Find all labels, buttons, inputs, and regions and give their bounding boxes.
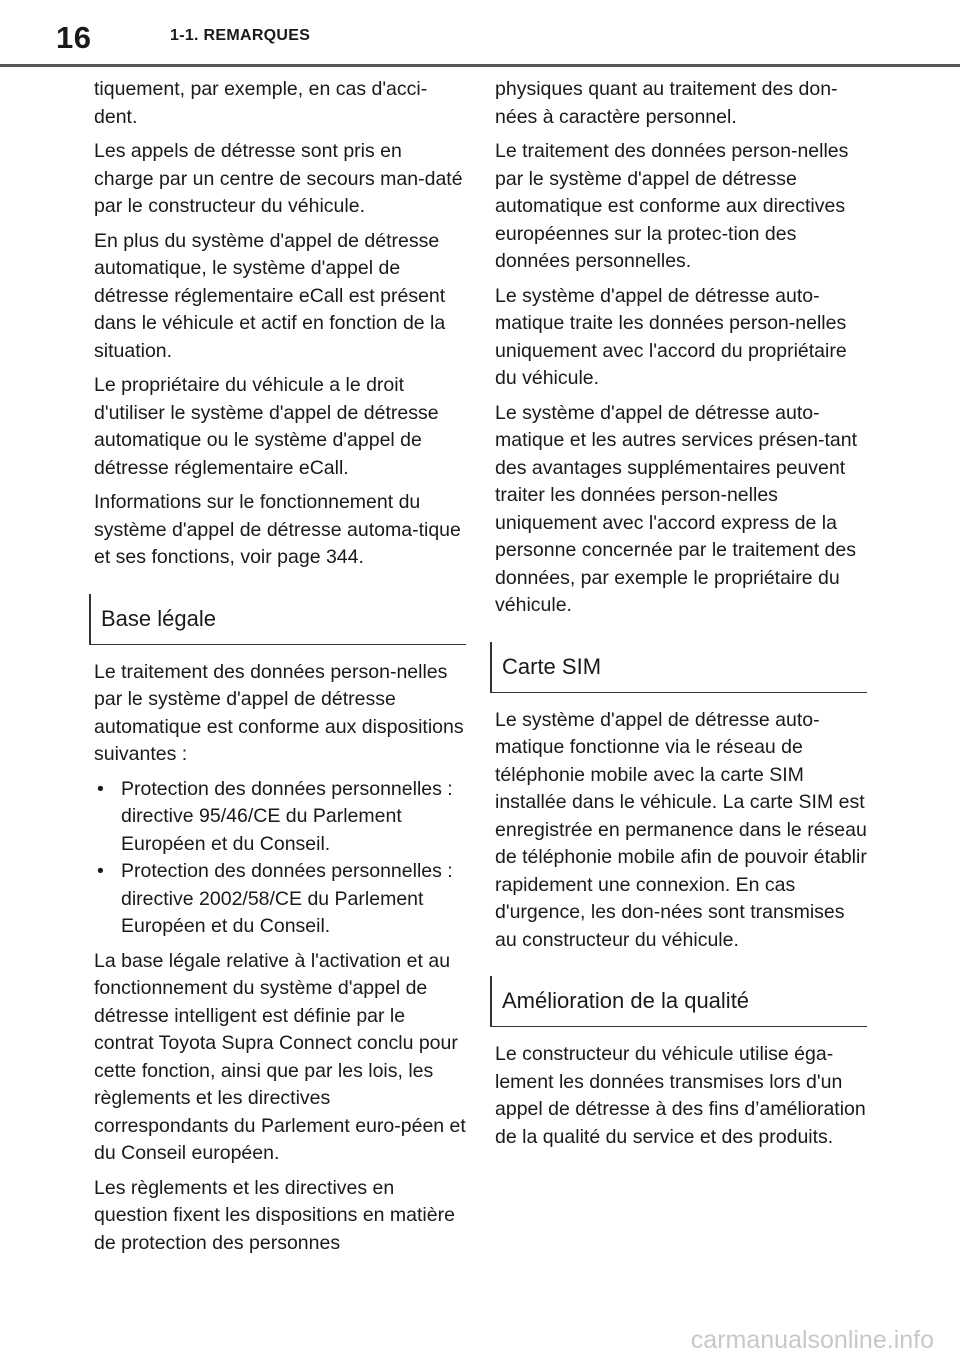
paragraph: Le traitement des données person-nelles par le système d'appel de détresse automatique est conforme aux directives européennes sur la protec-tion des données personnelles.: [495, 140, 849, 272]
list-item: [94, 858, 466, 941]
bullet-icon: •: [97, 777, 104, 800]
paragraph: Le système d'appel de détresse auto-matique et les autres services présen-tant des avantages supplémentaires peuvent traiter les données person-nelles uniquement avec l'accord express de la personne concernée par le traitement des données, par exemple le propriétaire du véhicule.: [495, 401, 858, 616]
paragraph: Les règlements et les directives en question fixent les dispositions en matière de protection des personnes: [94, 1176, 455, 1254]
heading-carte-sim: Carte SIM: [490, 642, 867, 693]
list-item-text: Protection des données personnelles : directive 2002/58/CE du Parlement Européen et du Conseil.: [121, 860, 453, 937]
paragraph: physiques quant au traitement des don-nées à caractère personnel.: [495, 78, 838, 128]
paragraph: Le système d'appel de détresse auto-matique traite les données person-nelles uniquement avec l'accord du propriétaire du véhicule.: [495, 284, 847, 389]
paragraph: La base légale relative à l'activation et au fonctionnement du système d'appel de détresse intelligent est définie par le contrat Toyota Supra Connect conclu pour cette fonction, ainsi que par les lois, les règlements et les directives correspondants du Parlement euro-péen et du Conseil européen.: [94, 949, 466, 1164]
heading-amelioration-qualite: Amélioration de la qualité: [490, 976, 867, 1027]
list-item-text: Protection des données personnelles : directive 95/46/CE du Parlement Européen et du Conseil.: [121, 777, 453, 855]
bullet-list: [94, 776, 466, 941]
paragraph: Les appels de détresse sont pris en charge par un centre de secours man-daté par le constructeur du véhicule.: [94, 140, 463, 217]
watermark: carmanualsonline.info: [690, 1326, 934, 1354]
paragraph: tiquement, par exemple, en cas d'acci-dent.: [94, 78, 428, 128]
paragraph: Le constructeur du véhicule utilise éga-lement les données transmises lors d'un appel de détresse à des fins d’amélioration de la qualité du service et des produits.: [495, 1043, 866, 1148]
right-column: [495, 76, 867, 1158]
header-rule: [0, 64, 960, 67]
paragraph: Le traitement des données person-nelles par le système d'appel de détresse automatique est conforme aux dispositions suivantes :: [94, 660, 464, 765]
left-column: [94, 76, 466, 1264]
page-number: 16: [56, 20, 92, 55]
paragraph: Informations sur le fonctionnement du système d'appel de détresse automa-tique et ses fonctions, voir page 344.: [94, 491, 461, 568]
bullet-icon: •: [97, 860, 104, 882]
section-title: 1-1. REMARQUES: [170, 27, 311, 44]
heading-base-legale: Base légale: [89, 594, 466, 645]
list-item: [94, 776, 466, 859]
paragraph: En plus du système d'appel de détresse automatique, le système d'appel de détresse réglementaire eCall est présent dans le véhicule et actif en fonction de la situation.: [94, 229, 446, 362]
paragraph: Le propriétaire du véhicule a le droit d'utiliser le système d'appel de détresse automatique ou le système d'appel de détresse réglementaire eCall.: [94, 374, 439, 479]
paragraph: Le système d'appel de détresse auto-matique fonctionne via le réseau de téléphonie mobile avec la carte SIM installée dans le véhicule. La carte SIM est enregistrée en permanence dans le réseau de téléphonie mobile afin de pouvoir établir rapidement une connexion. En cas d'urgence, les don-nées sont transmises au constructeur du véhicule.: [495, 708, 867, 951]
